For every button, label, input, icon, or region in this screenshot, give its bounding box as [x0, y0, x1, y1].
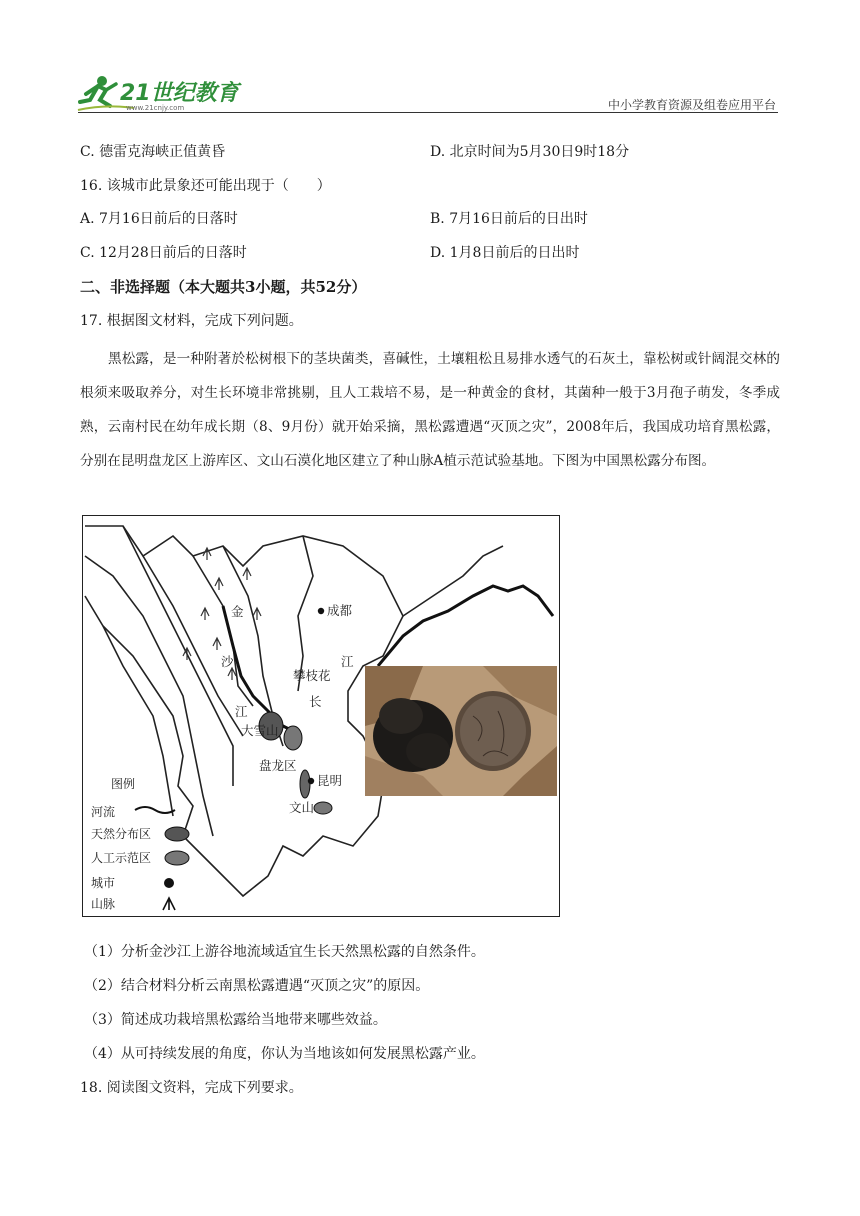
legend-natural-symbol [165, 827, 189, 841]
q15-option-d: D. 北京时间为5月30日9时18分 [430, 144, 630, 160]
q17-sub2: （2）结合材料分析云南黑松露遭遇“灭顶之灾”的原因。 [84, 978, 430, 994]
q16-option-b: B. 7月16日前后的日出时 [430, 211, 588, 227]
logo-text: 21世纪教育 [120, 81, 239, 106]
logo-sub: www.21cnjy.com [126, 104, 185, 112]
label-sha: 沙 [221, 654, 234, 669]
q17-sub3: （3）简述成功栽培黑松露给当地带来哪些效益。 [84, 1012, 387, 1028]
q17-material-text: 黑松露，是一种附著於松树根下的茎块菌类，喜碱性，土壤粗松且易排水透气的石灰土，靠松树或针阔混交林的根须来吸取养分，对生长环境非常挑剔，且人工栽培不易，是一种黄金的食材，其菌种一般于3月孢子萌发，冬季成熟，云南村民在幼年成长期（8、9月份）就开始采摘，黑松露遭遇“灭顶之灾”，2008年后，我国成功培育黑松露，分别在昆明盘龙区上游库区、文山石漠化地区建立了种山脉A植示范试验基地。下图为中国黑松露分布图。 [80, 351, 780, 469]
section-heading: 二、非选择题（本大题共3小题，共52分） [80, 278, 367, 296]
legend-mountain-label: 山脉 [91, 897, 116, 911]
legend-artificial-label: 人工示范区 [91, 851, 152, 865]
q17-stem: 17. 根据图文材料，完成下列问题。 [80, 313, 303, 329]
header-rule [78, 112, 778, 113]
site-logo [76, 70, 246, 114]
label-panzhihua: 攀枝花 [293, 668, 331, 683]
legend-river-symbol [135, 807, 175, 813]
label-daxueshan: 大雪山 [241, 723, 279, 738]
q16-option-d: D. 1月8日前后的日出时 [430, 245, 580, 261]
label-jin: 金 [231, 604, 244, 619]
label-jiang-left: 江 [235, 704, 248, 719]
q17-sub1: （1）分析金沙江上游谷地流域适宜生长天然黑松露的自然条件。 [84, 944, 485, 960]
label-chang: 长 [309, 694, 322, 709]
legend-city-symbol [164, 878, 174, 888]
map-legend [91, 776, 189, 911]
legend-river-label: 河流 [91, 805, 116, 819]
legend-title: 图例 [111, 777, 136, 791]
truffle-photo [365, 666, 557, 796]
legend-city-label: 城市 [91, 876, 116, 890]
platform-name: 中小学教育资源及组卷应用平台 [607, 98, 776, 112]
label-kunming: 昆明 [317, 773, 343, 788]
q16-stem: 16. 该城市此景象还可能出现于（ ） [80, 178, 331, 194]
label-panlongqu: 盘龙区 [259, 758, 297, 773]
truffle-distribution-map [82, 515, 560, 917]
legend-artificial-symbol [165, 851, 189, 865]
q17-sub4: （4）从可持续发展的角度，你认为当地该如何发展黑松露产业。 [84, 1046, 485, 1062]
label-jiang-right: 江 [341, 654, 354, 669]
city-dot-chengdu [318, 608, 324, 614]
q16-option-c: C. 12月28日前后的日落时 [80, 245, 247, 261]
legend-mountain-symbol [163, 898, 175, 910]
label-wenshan: 文山 [289, 800, 315, 815]
q17-material [80, 342, 780, 478]
city-dot-kunming [308, 778, 314, 784]
label-chengdu: 成都 [327, 603, 353, 618]
q18-stem: 18. 阅读图文资料，完成下列要求。 [80, 1080, 303, 1096]
q15-option-c: C. 德雷克海峡正值黄昏 [80, 144, 226, 160]
q16-option-a: A. 7月16日前后的日落时 [80, 211, 238, 227]
legend-natural-label: 天然分布区 [91, 827, 152, 841]
